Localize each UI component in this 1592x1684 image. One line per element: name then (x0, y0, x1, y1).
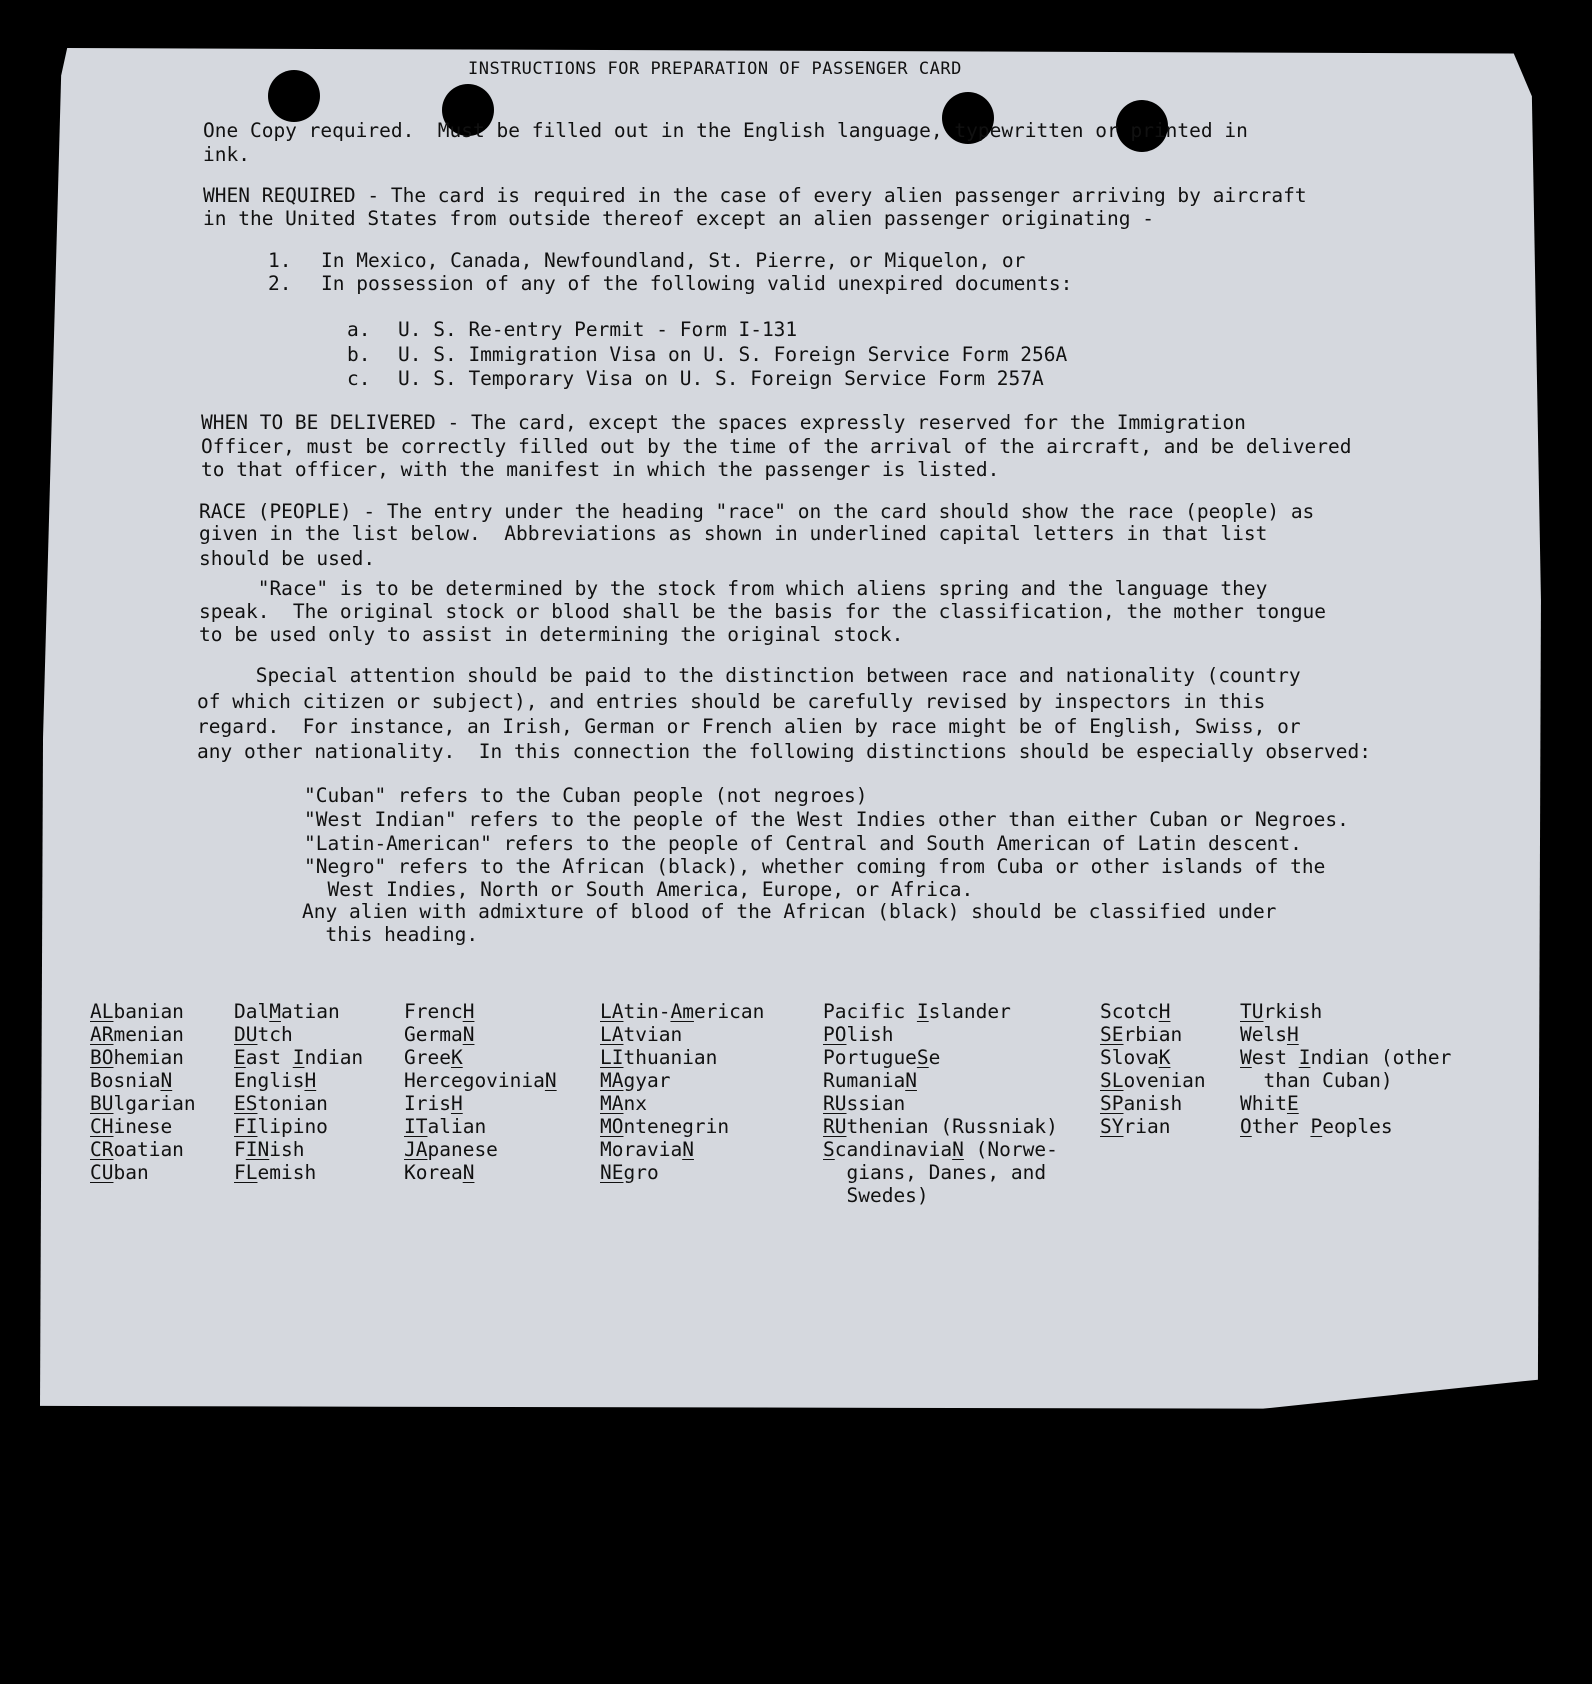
requirement-text: In Mexico, Canada, Newfoundland, St. Pierre, or Miquelon, or (321, 249, 1026, 272)
special-attention-line: of which citizen or subject), and entries should be carefully revised by inspectors in this (197, 690, 1266, 713)
race-entry (1100, 1115, 1206, 1138)
race-entry (600, 1092, 764, 1115)
race-abbreviation: P (1310, 1115, 1323, 1138)
requirement-number: 2. (268, 272, 292, 295)
race-abbreviation: BO (90, 1046, 114, 1069)
race-name-text: alian (427, 1115, 487, 1138)
race-abbreviation: AR (90, 1023, 114, 1046)
race-name-text: Hercegovinia (404, 1069, 545, 1092)
race-entry (1100, 1092, 1206, 1115)
race-entry (823, 1138, 1058, 1161)
race-name-text: tch (257, 1023, 293, 1046)
distinction-line: "Negro" refers to the African (black), whether coming from Cuba or other islands of the (304, 855, 1326, 878)
race-abbreviation: LI (600, 1046, 624, 1069)
race-abbreviation: TU (1240, 1000, 1264, 1023)
race-name-text: oatian (113, 1138, 184, 1161)
race-column (823, 1000, 1058, 1207)
race-entry (404, 1161, 557, 1184)
race-abbreviation: IT (404, 1115, 428, 1138)
race-people-line: given in the list below. Abbreviations as shown in underlined capital letters in that list (199, 522, 1268, 545)
race-name-text: lgarian (113, 1092, 196, 1115)
race-name-text: F (234, 1138, 246, 1161)
race-entry (90, 1115, 196, 1138)
race-name-text: Wels (1240, 1023, 1287, 1046)
race-entry (404, 1069, 557, 1092)
delivery-line: WHEN TO BE DELIVERED - The card, except the spaces expressly reserved for the Immigration (201, 411, 1246, 434)
when-required-line: WHEN REQUIRED - The card is required in the case of every alien passenger arriving by aircraft (203, 184, 1307, 207)
document-letter: c. (347, 367, 371, 390)
race-abbreviation: H (1286, 1023, 1299, 1046)
intro-line: One Copy required. Must be filled out in the English language, typewritten or printed in (203, 119, 1248, 142)
delivery-line: to that officer, with the manifest in which the passenger is listed. (201, 458, 1000, 481)
race-abbreviation: E (1286, 1092, 1299, 1115)
race-name-text: emish (257, 1161, 317, 1184)
race-abbreviation: RU (823, 1115, 847, 1138)
race-abbreviation: SL (1100, 1069, 1124, 1092)
race-name-text: Slova (1100, 1046, 1159, 1069)
race-name-text: Iris (404, 1092, 451, 1115)
race-name-text: Swedes) (823, 1184, 929, 1207)
race-name-text: Scotc (1100, 1000, 1159, 1023)
race-entry (90, 1161, 196, 1184)
distinction-line: "Latin-American" refers to the people of Central and South American of Latin descent. (304, 832, 1302, 855)
race-abbreviation: I (916, 1000, 929, 1023)
race-name-text: lish (846, 1023, 894, 1046)
document-text: U. S. Temporary Visa on U. S. Foreign Service Form 257A (398, 367, 1044, 390)
race-name-text: (Norwe- (963, 1138, 1058, 1161)
race-name-text: thuanian (623, 1046, 718, 1069)
race-abbreviation: PO (823, 1023, 847, 1046)
race-entry (1100, 1023, 1206, 1046)
race-name-text: rian (1123, 1115, 1171, 1138)
race-name-text: candinavia (834, 1138, 953, 1161)
race-abbreviation: M (269, 1000, 281, 1023)
race-column (90, 1000, 196, 1184)
race-entry (1100, 1069, 1206, 1092)
race-name-text: menian (113, 1023, 184, 1046)
race-entry (600, 1138, 764, 1161)
race-abbreviation: MA (600, 1092, 624, 1115)
race-name-text: gians, Danes, and (823, 1161, 1047, 1184)
race-name-text: est (1251, 1046, 1299, 1069)
race-name-text: banian (113, 1000, 184, 1023)
race-entry (1240, 1023, 1451, 1046)
race-abbreviation: H (1158, 1000, 1171, 1023)
race-entry (823, 1023, 1058, 1046)
race-entry (404, 1138, 557, 1161)
race-name-text: tin- (623, 1000, 671, 1023)
race-name-text: Moravia (600, 1138, 683, 1161)
race-abbreviation: E (234, 1046, 246, 1069)
race-entry (600, 1161, 764, 1184)
race-abbreviation: MA (600, 1069, 624, 1092)
race-abbreviation: DU (234, 1023, 258, 1046)
race-name-text: erican (693, 1000, 765, 1023)
race-column (600, 1000, 764, 1184)
race-entry (234, 1000, 363, 1023)
race-entry (600, 1115, 764, 1138)
race-abbreviation: N (462, 1161, 475, 1184)
document-letter: b. (347, 343, 371, 366)
punch-hole (268, 70, 320, 122)
race-name-text: Frenc (404, 1000, 463, 1023)
intro-line: ink. (203, 143, 250, 166)
race-abbreviation: LA (600, 1000, 624, 1023)
document-letter: a. (347, 318, 371, 341)
race-column (234, 1000, 363, 1184)
race-column (404, 1000, 557, 1184)
race-entry (404, 1046, 557, 1069)
race-name-text: anish (1123, 1092, 1183, 1115)
race-name-text: Bosnia (90, 1069, 161, 1092)
race-name-text: Rumania (823, 1069, 906, 1092)
race-name-text: hemian (113, 1046, 184, 1069)
race-name-text: nx (623, 1092, 647, 1115)
race-abbreviation: I (292, 1046, 305, 1069)
race-entry (1240, 1046, 1451, 1069)
race-entry (1240, 1000, 1451, 1023)
race-name-text: Pacific (823, 1000, 917, 1023)
race-entry (90, 1000, 196, 1023)
race-abbreviation: H (450, 1092, 463, 1115)
race-name-text: thenian (Russniak) (846, 1115, 1058, 1138)
race-abbreviation: MO (600, 1115, 624, 1138)
special-attention-line: Special attention should be paid to the distinction between race and nationality (country (197, 664, 1301, 687)
race-name-text: ish (269, 1138, 305, 1161)
requirement-number: 1. (268, 249, 292, 272)
race-people-line: RACE (PEOPLE) - The entry under the heading "race" on the card should show the race (people) as (199, 500, 1315, 523)
special-attention-line: regard. For instance, an Irish, German or French alien by race might be of English, Swiss, or (197, 715, 1301, 738)
race-abbreviation: K (1158, 1046, 1171, 1069)
race-name-text: ndian (other (1310, 1046, 1452, 1069)
race-entry (823, 1000, 1058, 1023)
race-name-text: than Cuban) (1240, 1069, 1393, 1092)
race-entry (404, 1115, 557, 1138)
race-entry (90, 1046, 196, 1069)
race-entry (600, 1046, 764, 1069)
race-name-text: ovenian (1123, 1069, 1206, 1092)
race-name-text: Korea (404, 1161, 463, 1184)
race-determined-line: speak. The original stock or blood shall be the basis for the classification, the mother tongue (199, 600, 1327, 623)
race-entry (823, 1092, 1058, 1115)
race-name-text: eoples (1322, 1115, 1393, 1138)
race-entry (1240, 1115, 1451, 1138)
race-abbreviation: ES (234, 1092, 258, 1115)
race-name-text: ther (1251, 1115, 1311, 1138)
race-abbreviation: JA (404, 1138, 428, 1161)
race-entry (600, 1000, 764, 1023)
race-determined-line: "Race" is to be determined by the stock from which aliens spring and the language they (199, 577, 1268, 600)
distinction-line: West Indies, North or South America, Europe, or Africa. (304, 878, 974, 901)
race-name-text: tvian (623, 1023, 683, 1046)
race-name-text: tonian (257, 1092, 328, 1115)
race-abbreviation: N (952, 1138, 964, 1161)
distinction-line: "Cuban" refers to the Cuban people (not negroes) (304, 784, 868, 807)
page-title: INSTRUCTIONS FOR PREPARATION OF PASSENGER CARD (468, 59, 962, 79)
race-abbreviation: S (916, 1046, 929, 1069)
race-entry (234, 1046, 363, 1069)
race-entry (1100, 1000, 1206, 1023)
race-people-line: should be used. (199, 547, 376, 570)
race-column (1100, 1000, 1206, 1138)
race-name-text: panese (427, 1138, 498, 1161)
distinction-line: this heading. (302, 923, 479, 946)
race-entry (1240, 1092, 1451, 1115)
race-entry (90, 1023, 196, 1046)
race-abbreviation: N (905, 1069, 917, 1092)
document-text: U. S. Immigration Visa on U. S. Foreign Service Form 256A (398, 343, 1068, 366)
race-abbreviation: I (1298, 1046, 1311, 1069)
race-entry (823, 1046, 1058, 1069)
special-attention-line: any other nationality. In this connection the following distinctions should be especially observed: (197, 740, 1371, 763)
race-abbreviation: K (450, 1046, 463, 1069)
race-abbreviation: FL (234, 1161, 258, 1184)
race-abbreviation: SE (1100, 1023, 1124, 1046)
race-abbreviation: LA (600, 1023, 624, 1046)
race-abbreviation: AL (90, 1000, 114, 1023)
requirement-text: In possession of any of the following valid unexpired documents: (321, 272, 1073, 295)
when-required-line: in the United States from outside thereof except an alien passenger originating - (203, 207, 1154, 230)
race-name-text: Gree (404, 1046, 451, 1069)
race-name-text: Dal (234, 1000, 270, 1023)
race-abbreviation: H (462, 1000, 475, 1023)
document-text: U. S. Re-entry Permit - Form I-131 (398, 318, 798, 341)
race-name-text: Whit (1240, 1092, 1287, 1115)
race-entry (823, 1161, 1058, 1184)
race-entry (234, 1069, 363, 1092)
race-abbreviation: RU (823, 1092, 847, 1115)
race-abbreviation: CR (90, 1138, 114, 1161)
race-name-text: ast (245, 1046, 293, 1069)
race-entry (823, 1184, 1058, 1207)
race-name-text: slander (928, 1000, 1011, 1023)
race-abbreviation: N (160, 1069, 173, 1092)
race-name-text: rkish (1263, 1000, 1323, 1023)
race-abbreviation: Am (670, 1000, 694, 1023)
race-entry (600, 1023, 764, 1046)
race-entry (234, 1115, 363, 1138)
delivery-line: Officer, must be correctly filled out by the time of the arrival of the aircraft, and be delivered (201, 435, 1352, 458)
race-entry (404, 1000, 557, 1023)
race-name-text: e (928, 1046, 941, 1069)
race-name-text: ssian (846, 1092, 906, 1115)
race-abbreviation: N (544, 1069, 557, 1092)
race-name-text: ndian (304, 1046, 364, 1069)
race-entry (234, 1023, 363, 1046)
race-abbreviation: SY (1100, 1115, 1124, 1138)
race-abbreviation: SP (1100, 1092, 1124, 1115)
race-entry (1240, 1069, 1451, 1092)
race-entry (234, 1161, 363, 1184)
race-entry (90, 1069, 196, 1092)
race-entry (234, 1092, 363, 1115)
race-abbreviation: N (462, 1023, 475, 1046)
race-abbreviation: O (1240, 1115, 1252, 1138)
race-name-text: gyar (623, 1069, 671, 1092)
race-name-text: gro (623, 1161, 659, 1184)
race-entry (600, 1069, 764, 1092)
race-entry (1100, 1046, 1206, 1069)
race-column (1240, 1000, 1451, 1138)
race-abbreviation: H (304, 1069, 317, 1092)
race-name-text: rbian (1123, 1023, 1183, 1046)
race-abbreviation: W (1240, 1046, 1252, 1069)
race-entry (234, 1138, 363, 1161)
race-abbreviation: CH (90, 1115, 114, 1138)
race-entry (404, 1092, 557, 1115)
race-name-text: Englis (234, 1069, 305, 1092)
race-name-text: inese (113, 1115, 173, 1138)
race-abbreviation: NE (600, 1161, 624, 1184)
race-name-text: ban (113, 1161, 149, 1184)
race-abbreviation: IN (245, 1138, 270, 1161)
race-name-text: ntenegrin (623, 1115, 730, 1138)
race-abbreviation: FI (234, 1115, 258, 1138)
race-name-text: atian (280, 1000, 340, 1023)
race-name-text: Portugue (823, 1046, 917, 1069)
race-entry (823, 1115, 1058, 1138)
race-determined-line: to be used only to assist in determining the original stock. (199, 623, 904, 646)
race-abbreviation: CU (90, 1161, 114, 1184)
race-entry (90, 1092, 196, 1115)
race-name-text: Germa (404, 1023, 463, 1046)
race-name-text: lipino (257, 1115, 328, 1138)
distinction-line: Any alien with admixture of blood of the African (black) should be classified under (302, 900, 1277, 923)
race-abbreviation: N (682, 1138, 694, 1161)
distinction-line: "West Indian" refers to the people of the West Indies other than either Cuban or Negroes. (304, 808, 1349, 831)
race-entry (823, 1069, 1058, 1092)
race-abbreviation: S (823, 1138, 835, 1161)
race-entry (404, 1023, 557, 1046)
race-abbreviation: BU (90, 1092, 114, 1115)
race-entry (90, 1138, 196, 1161)
